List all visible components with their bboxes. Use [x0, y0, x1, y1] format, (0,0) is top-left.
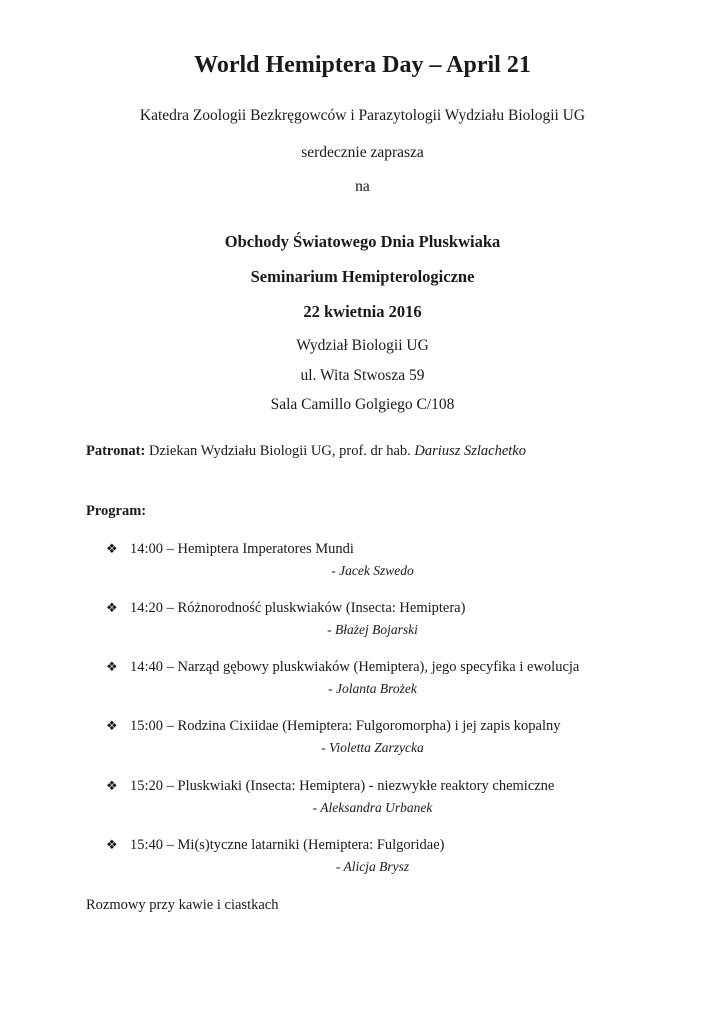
- program-item-speaker: - Aleksandra Urbanek: [312, 800, 433, 815]
- program-item-speaker: - Alicja Brysz: [335, 859, 410, 874]
- venue-line-2: ul. Wita Stwosza 59: [300, 367, 425, 384]
- diamond-bullet-icon: ❖: [106, 838, 118, 853]
- venue-line-1: Wydział Biologii UG: [296, 337, 429, 354]
- patronage-person: Dariusz Szlachetko: [414, 443, 526, 459]
- venue-line-3: Sala Camillo Golgiego C/108: [270, 396, 455, 413]
- program-item-talk: 15:40 – Mi(s)tyczne latarniki (Hemiptera: Fulgoridae): [130, 837, 445, 853]
- diamond-bullet-icon: ❖: [106, 601, 118, 616]
- invite-na: na: [355, 178, 370, 195]
- diamond-bullet-icon: ❖: [106, 660, 118, 675]
- program-item: [106, 541, 354, 558]
- program-item-talk: 14:40 – Narząd gębowy pluskwiaków (Hemiptera), jego specyfika i ewolucja: [130, 659, 580, 675]
- program-item-talk: 15:20 – Pluskwiaki (Insecta: Hemiptera) - niezwykłe reaktory chemiczne: [130, 778, 555, 794]
- closing-line: Rozmowy przy kawie i ciastkach: [86, 897, 279, 913]
- program-item: [106, 600, 465, 617]
- program-item-speaker: - Jolanta Brożek: [328, 681, 417, 696]
- diamond-bullet-icon: ❖: [106, 542, 118, 557]
- program-item-speaker: - Violetta Zarzycka: [321, 740, 424, 755]
- patronage-line: [86, 443, 526, 460]
- program-item-speaker: - Błażej Bojarski: [327, 622, 418, 637]
- event-subtitle: Seminarium Hemipterologiczne: [250, 267, 475, 286]
- diamond-bullet-icon: ❖: [106, 719, 118, 734]
- program-item: [106, 659, 579, 676]
- page-title: World Hemiptera Day – April 21: [194, 52, 531, 78]
- program-item: [106, 837, 444, 854]
- organizer-line: Katedra Zoologii Bezkręgowców i Parazytologii Wydziału Biologii UG: [139, 107, 586, 124]
- program-label: Program:: [86, 503, 147, 519]
- program-item: [106, 718, 560, 735]
- program-item-talk: 14:00 – Hemiptera Imperatores Mundi: [130, 541, 354, 557]
- event-date: 22 kwietnia 2016: [303, 302, 422, 321]
- program-item-speaker: - Jacek Szwedo: [331, 563, 414, 578]
- invite-line: serdecznie zaprasza: [301, 144, 424, 161]
- patronage-label: Patronat:: [86, 443, 146, 459]
- patronage-text: Dziekan Wydziału Biologii UG, prof. dr hab.: [148, 443, 411, 459]
- program-item: [106, 778, 554, 795]
- event-name: Obchody Światowego Dnia Pluskwiaka: [224, 232, 501, 251]
- program-item-talk: 15:00 – Rodzina Cixiidae (Hemiptera: Fulgoromorpha) i jej zapis kopalny: [130, 718, 561, 734]
- diamond-bullet-icon: ❖: [106, 779, 118, 794]
- program-item-talk: 14:20 – Różnorodność pluskwiaków (Insecta: Hemiptera): [130, 600, 466, 616]
